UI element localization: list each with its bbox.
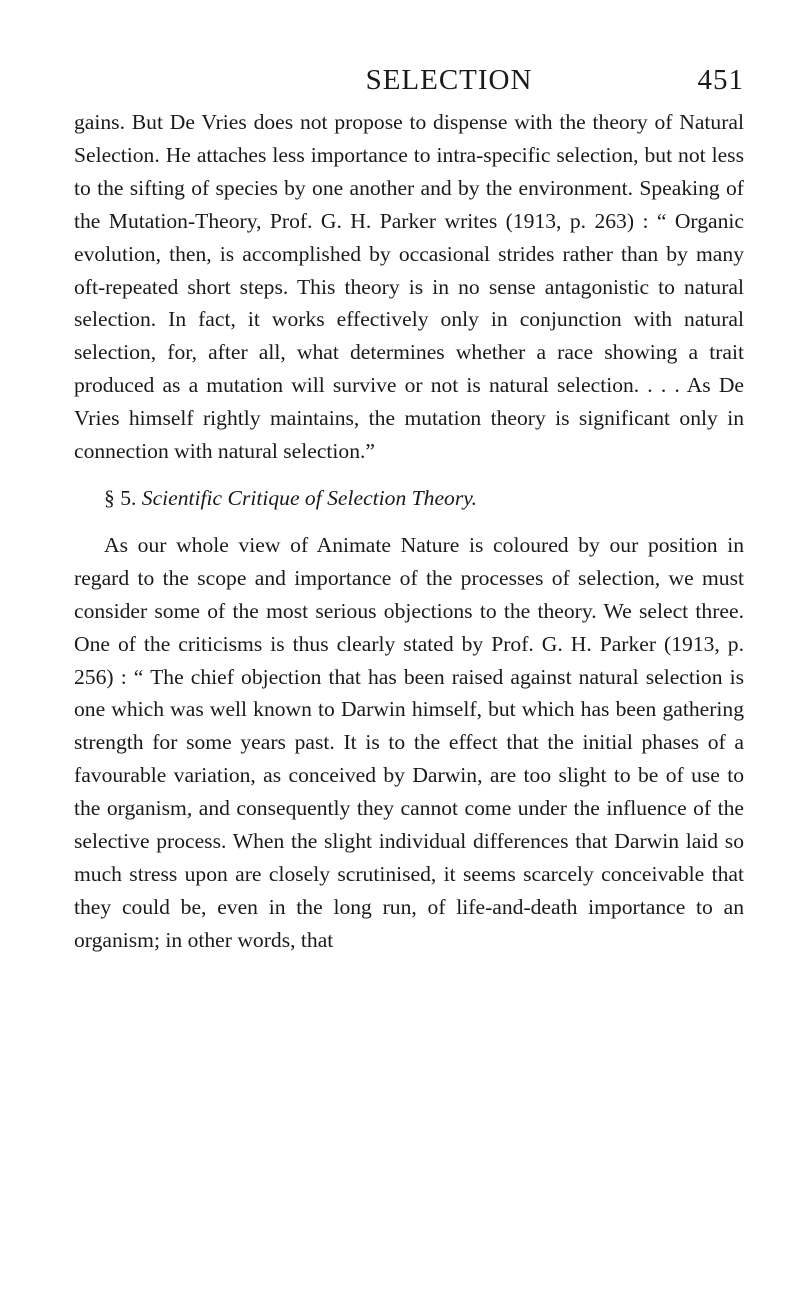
body-text	[74, 106, 744, 957]
section-number: § 5.	[104, 485, 137, 510]
section-title: Scientific Critique of Selection Theory.	[141, 485, 478, 510]
section-heading	[74, 482, 744, 515]
page-number: 451	[697, 64, 744, 96]
running-head	[74, 60, 744, 106]
paragraph-continued: gains. But De Vries does not propose to dispense with the theory of Natural Selection. He attaches less importance to intra-specific selection, but not less to the sifting of species by one another and by the environment. Speaking of the Mutation-Theory, Prof. G. H. Parker writes (1913, p. 263) : “ Organic evolution, then, is accomplished by occasional strides rather than by many oft-repeated short steps. This theory is in no sense antagonistic to natural selection. In fact, it works effectively only in conjunction with natural selection, for, after all, what determines whether a race showing a trait produced as a mutation will survive or not is natural selection. . . . As De Vries himself rightly maintains, the mutation theory is significant only in connection with natural selection.”	[74, 110, 744, 464]
paragraph: As our whole view of Animate Nature is coloured by our position in regard to the scope and importance of the processes of selection, we must consider some of the most serious objections to the theory. We select three. One of the criticisms is thus clearly stated by Prof. G. H. Parker (1913, p. 256) : “ The chief objection that has been raised against natural selection is one which was well known to Darwin himself, but which has been gathering strength for some years past. It is to the effect that the initial phases of a favourable variation, as conceived by Darwin, are too slight to be of use to the organism, and consequently they cannot come under the influence of the selective process. When the slight individual differences that Darwin laid so much stress upon are closely scrutinised, it seems scarcely conceivable that they could be, even in the long run, of life-and-death importance to an organism; in other words, that	[74, 532, 744, 952]
book-page	[74, 60, 744, 957]
running-head-title: SELECTION	[365, 64, 533, 96]
